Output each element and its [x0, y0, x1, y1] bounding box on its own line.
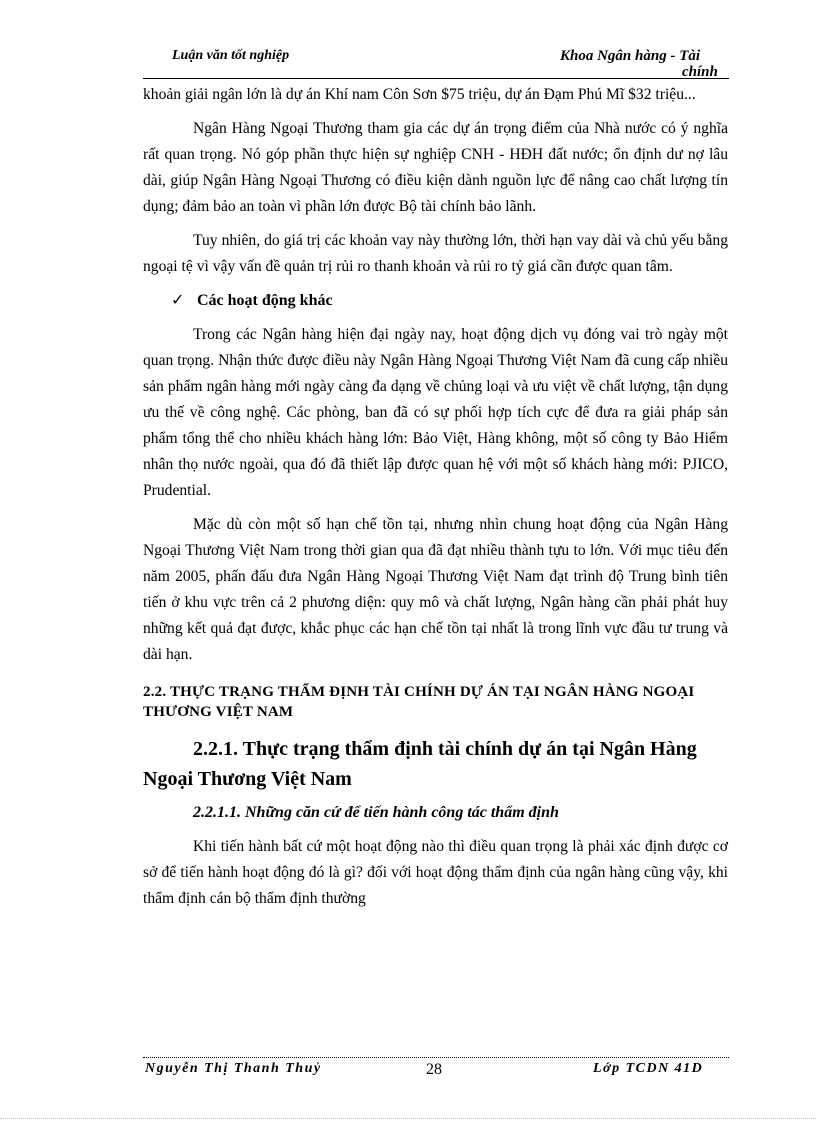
footer-class: Lớp TCDN 41D [593, 1061, 704, 1076]
header-left-title: Luận văn tốt nghiệp [172, 48, 290, 63]
subsection-heading: 2.2.1. Thực trạng thẩm định tài chính dự án tại Ngân Hàng Ngoại Thương Việt Nam [143, 738, 697, 790]
checkmark-icon: ✓ [171, 292, 185, 309]
paragraph-6: Khi tiến hành bất cứ một hoạt động nào thì điều quan trọng là phải xác định được cơ sở để tiến hành hoạt động đó là gì? đối với hoạt động thẩm định của ngân hàng cũng vậy, khi thẩm định cán bộ thẩm định thường [143, 838, 728, 907]
paragraph-1: khoản giải ngân lớn là dự án Khí nam Côn Sơn $75 triệu, dự án Đạm Phú Mĩ $32 triệu... [143, 86, 696, 103]
header-rule [143, 78, 729, 79]
page-number: 28 [426, 1061, 442, 1078]
footer-rule [143, 1057, 729, 1058]
paragraph-2: Ngân Hàng Ngoại Thương tham gia các dự án trọng điểm của Nhà nước có ý nghĩa rất quan trọng. Nó góp phần thực hiện sự nghiệp CNH - HĐH đất nước; ổn định dư nợ lâu dài, giúp Ngân Hàng Ngoại Thương có điều kiện dành nguồn lực để nâng cao chất lượng tín dụng; đảm bảo an toàn vì phần lớn được Bộ tài chính bảo lãnh. [143, 120, 728, 215]
paragraph-4: Trong các Ngân hàng hiện đại ngày nay, hoạt động dịch vụ đóng vai trò ngày một quan trọng. Nhận thức được điều này Ngân Hàng Ngoại Thương Việt Nam đã cung cấp nhiều sản phẩm ngân hàng mới ngày càng đa dạng về chủng loại và ưu việt về chất lượng, tận dụng ưu thế về công nghệ. Các phòng, ban đã có sự phối hợp tích cực để đưa ra giải pháp sản phẩm tổng thể cho nhiều khách hàng lớn: Bảo Việt, Hàng không, một số công ty Bảo Hiểm nhân thọ nước ngoài, qua đó đã thiết lập được quan hệ với một số khách hàng mới: PJICO, Prudential. [143, 326, 728, 499]
section-heading: 2.2. THỰC TRẠNG THẨM ĐỊNH TÀI CHÍNH DỰ ÁN TẠI NGÂN HÀNG NGOẠI THƯƠNG VIỆT NAM [143, 684, 695, 720]
header-right-title-continued: chính [682, 64, 718, 80]
paragraph-3: Tuy nhiên, do giá trị các khoản vay này thường lớn, thời hạn vay dài và chủ yếu bằng ngoại tệ vì vậy vấn đề quản trị rủi ro thanh khoản và rủi ro tỷ giá cần được quan tâm. [143, 232, 728, 275]
bullet-heading-text: Các hoạt động khác [197, 292, 333, 309]
footer-author: Nguyễn Thị Thanh Thuỷ [145, 1061, 322, 1076]
document-body [143, 82, 728, 920]
page-bottom-border [0, 1118, 816, 1119]
paragraph-5: Mặc dù còn một số hạn chế tồn tại, nhưng nhìn chung hoạt động của Ngân Hàng Ngoại Thương Việt Nam trong thời gian qua đã đạt nhiều thành tựu to lớn. Với mục tiêu đến năm 2005, phấn đấu đưa Ngân Hàng Ngoại Thương Việt Nam đạt trình độ Trung bình tiên tiến ở khu vực trên cả 2 phương diện: quy mô và chất lượng, Ngân hàng cần phải phát huy những kết quả đạt được, khắc phục các hạn chế tồn tại nhất là trong lĩnh vực đầu tư trung và dài hạn. [143, 516, 728, 663]
subsubsection-heading: 2.2.1.1. Những căn cứ để tiến hành công tác thẩm định [193, 804, 559, 821]
bullet-heading [171, 288, 728, 314]
header-right-title: Khoa Ngân hàng - Tài [560, 48, 701, 64]
